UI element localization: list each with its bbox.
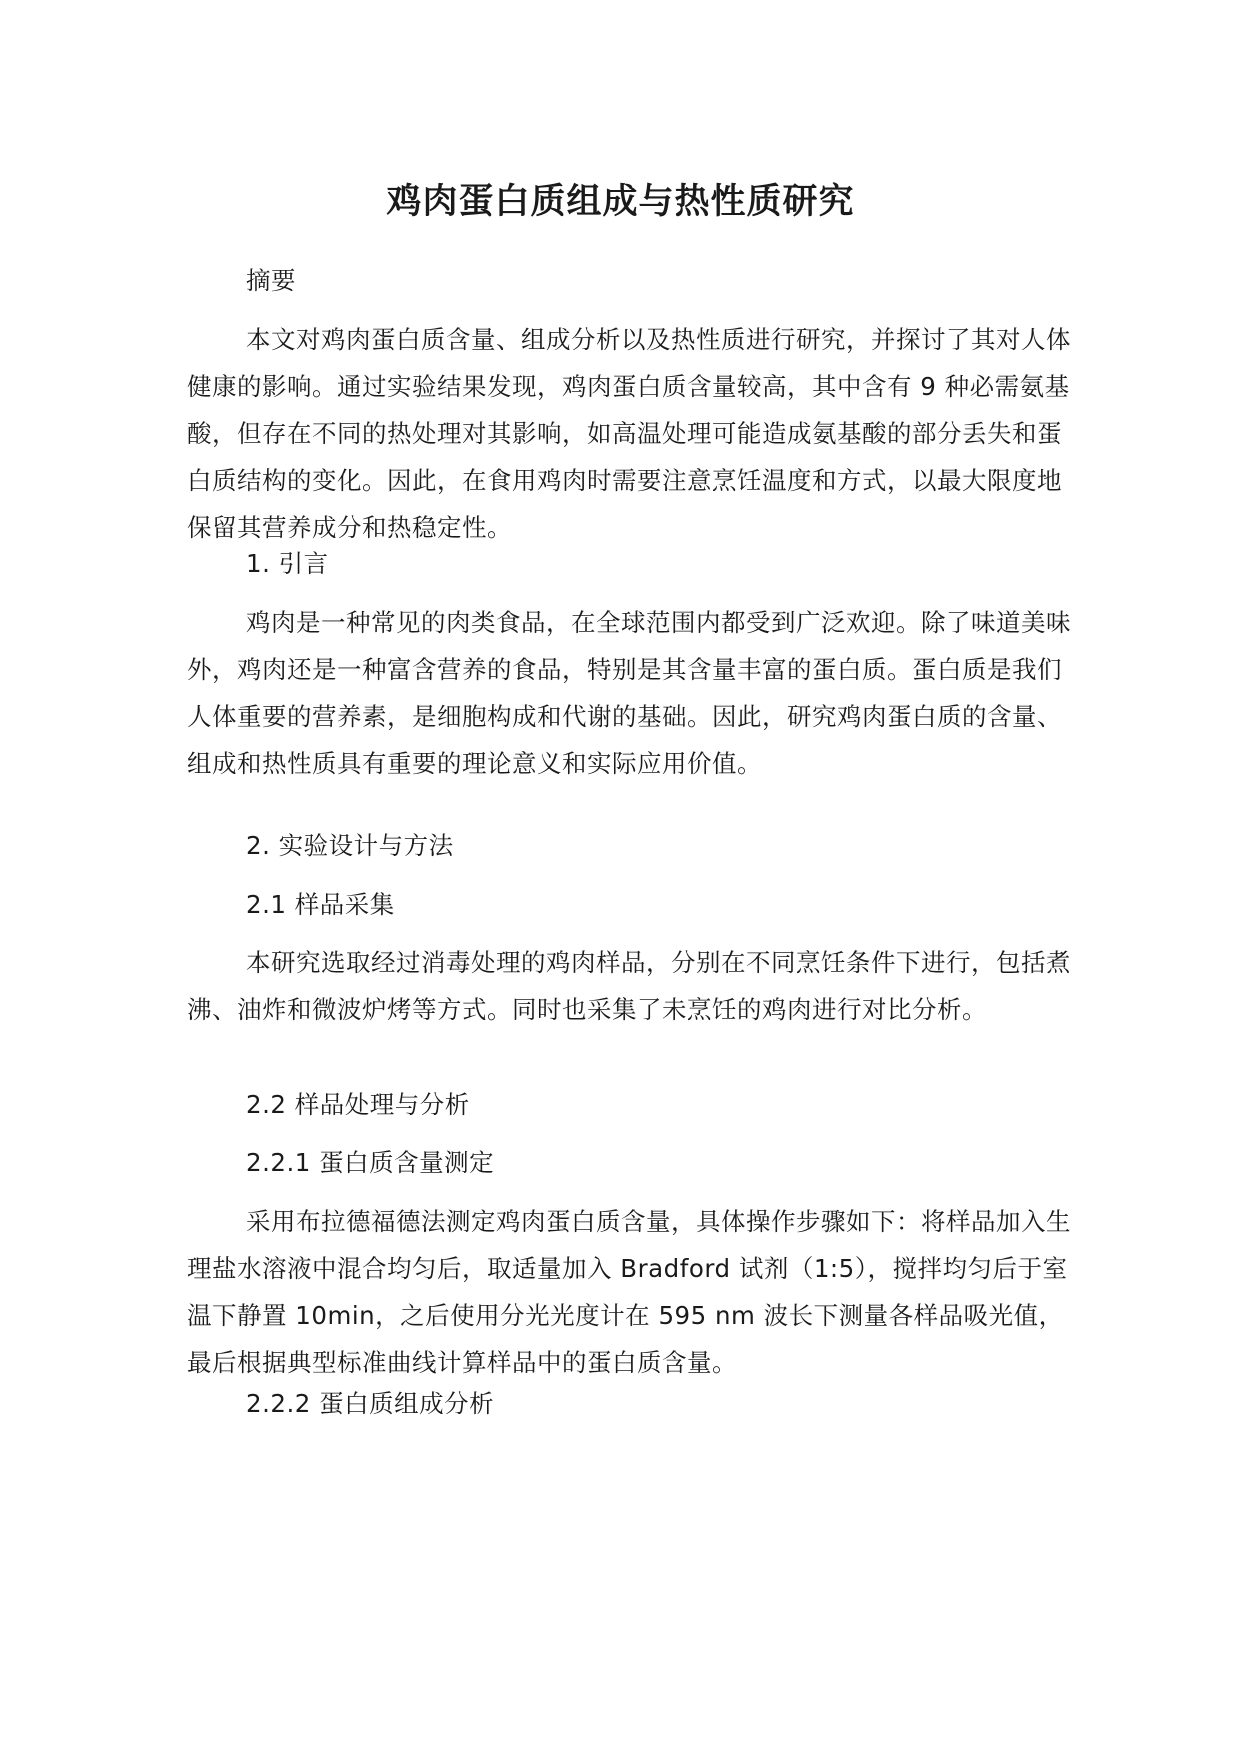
section-2-1-heading: 2.1 样品采集: [246, 890, 395, 919]
section-1-heading: 1. 引言: [246, 549, 329, 578]
section-2-1-body: 本研究选取经过消毒处理的鸡肉样品，分别在不同烹饪条件下进行，包括煮沸、油炸和微波炉烤等方式。同时也采集了未烹饪的鸡肉进行对比分析。: [187, 948, 1071, 1024]
section-1-body: 鸡肉是一种常见的肉类食品，在全球范围内都受到广泛欢迎。除了味道美味外，鸡肉还是一种富含营养的食品，特别是其含量丰富的蛋白质。蛋白质是我们人体重要的营养素，是细胞构成和代谢的基础。因此，研究鸡肉蛋白质的含量、组成和热性质具有重要的理论意义和实际应用价值。: [187, 608, 1071, 778]
section-2-2-1-heading: 2.2.1 蛋白质含量测定: [246, 1148, 495, 1177]
section-2-heading: 2. 实验设计与方法: [246, 831, 454, 860]
section-2-2-heading: 2.2 样品处理与分析: [246, 1090, 470, 1119]
abstract-body: 本文对鸡肉蛋白质含量、组成分析以及热性质进行研究，并探讨了其对人体健康的影响。通过实验结果发现，鸡肉蛋白质含量较高，其中含有 9 种必需氨基酸，但存在不同的热处理对其影响，如高温处理可能造成氨基酸的部分丢失和蛋白质结构的变化。因此，在食用鸡肉时需要注意烹饪温度和方式，以最大限度地保留其营养成分和热稳定性。: [187, 325, 1071, 542]
section-2-2-1-body: 采用布拉德福德法测定鸡肉蛋白质含量，具体操作步骤如下：将样品加入生理盐水溶液中混合均匀后，取适量加入 Bradford 试剂（1:5），搅拌均匀后于室温下静置 10min，之后使用分光光度计在 595 nm 波长下测量各样品吸光值，最后根据典型标准曲线计算样品中的蛋白质含量。: [187, 1207, 1071, 1377]
document-title: 鸡肉蛋白质组成与热性质研究: [386, 182, 855, 222]
section-2-2-2-heading: 2.2.2 蛋白质组成分析: [246, 1389, 495, 1418]
abstract-heading: 摘要: [246, 266, 296, 295]
